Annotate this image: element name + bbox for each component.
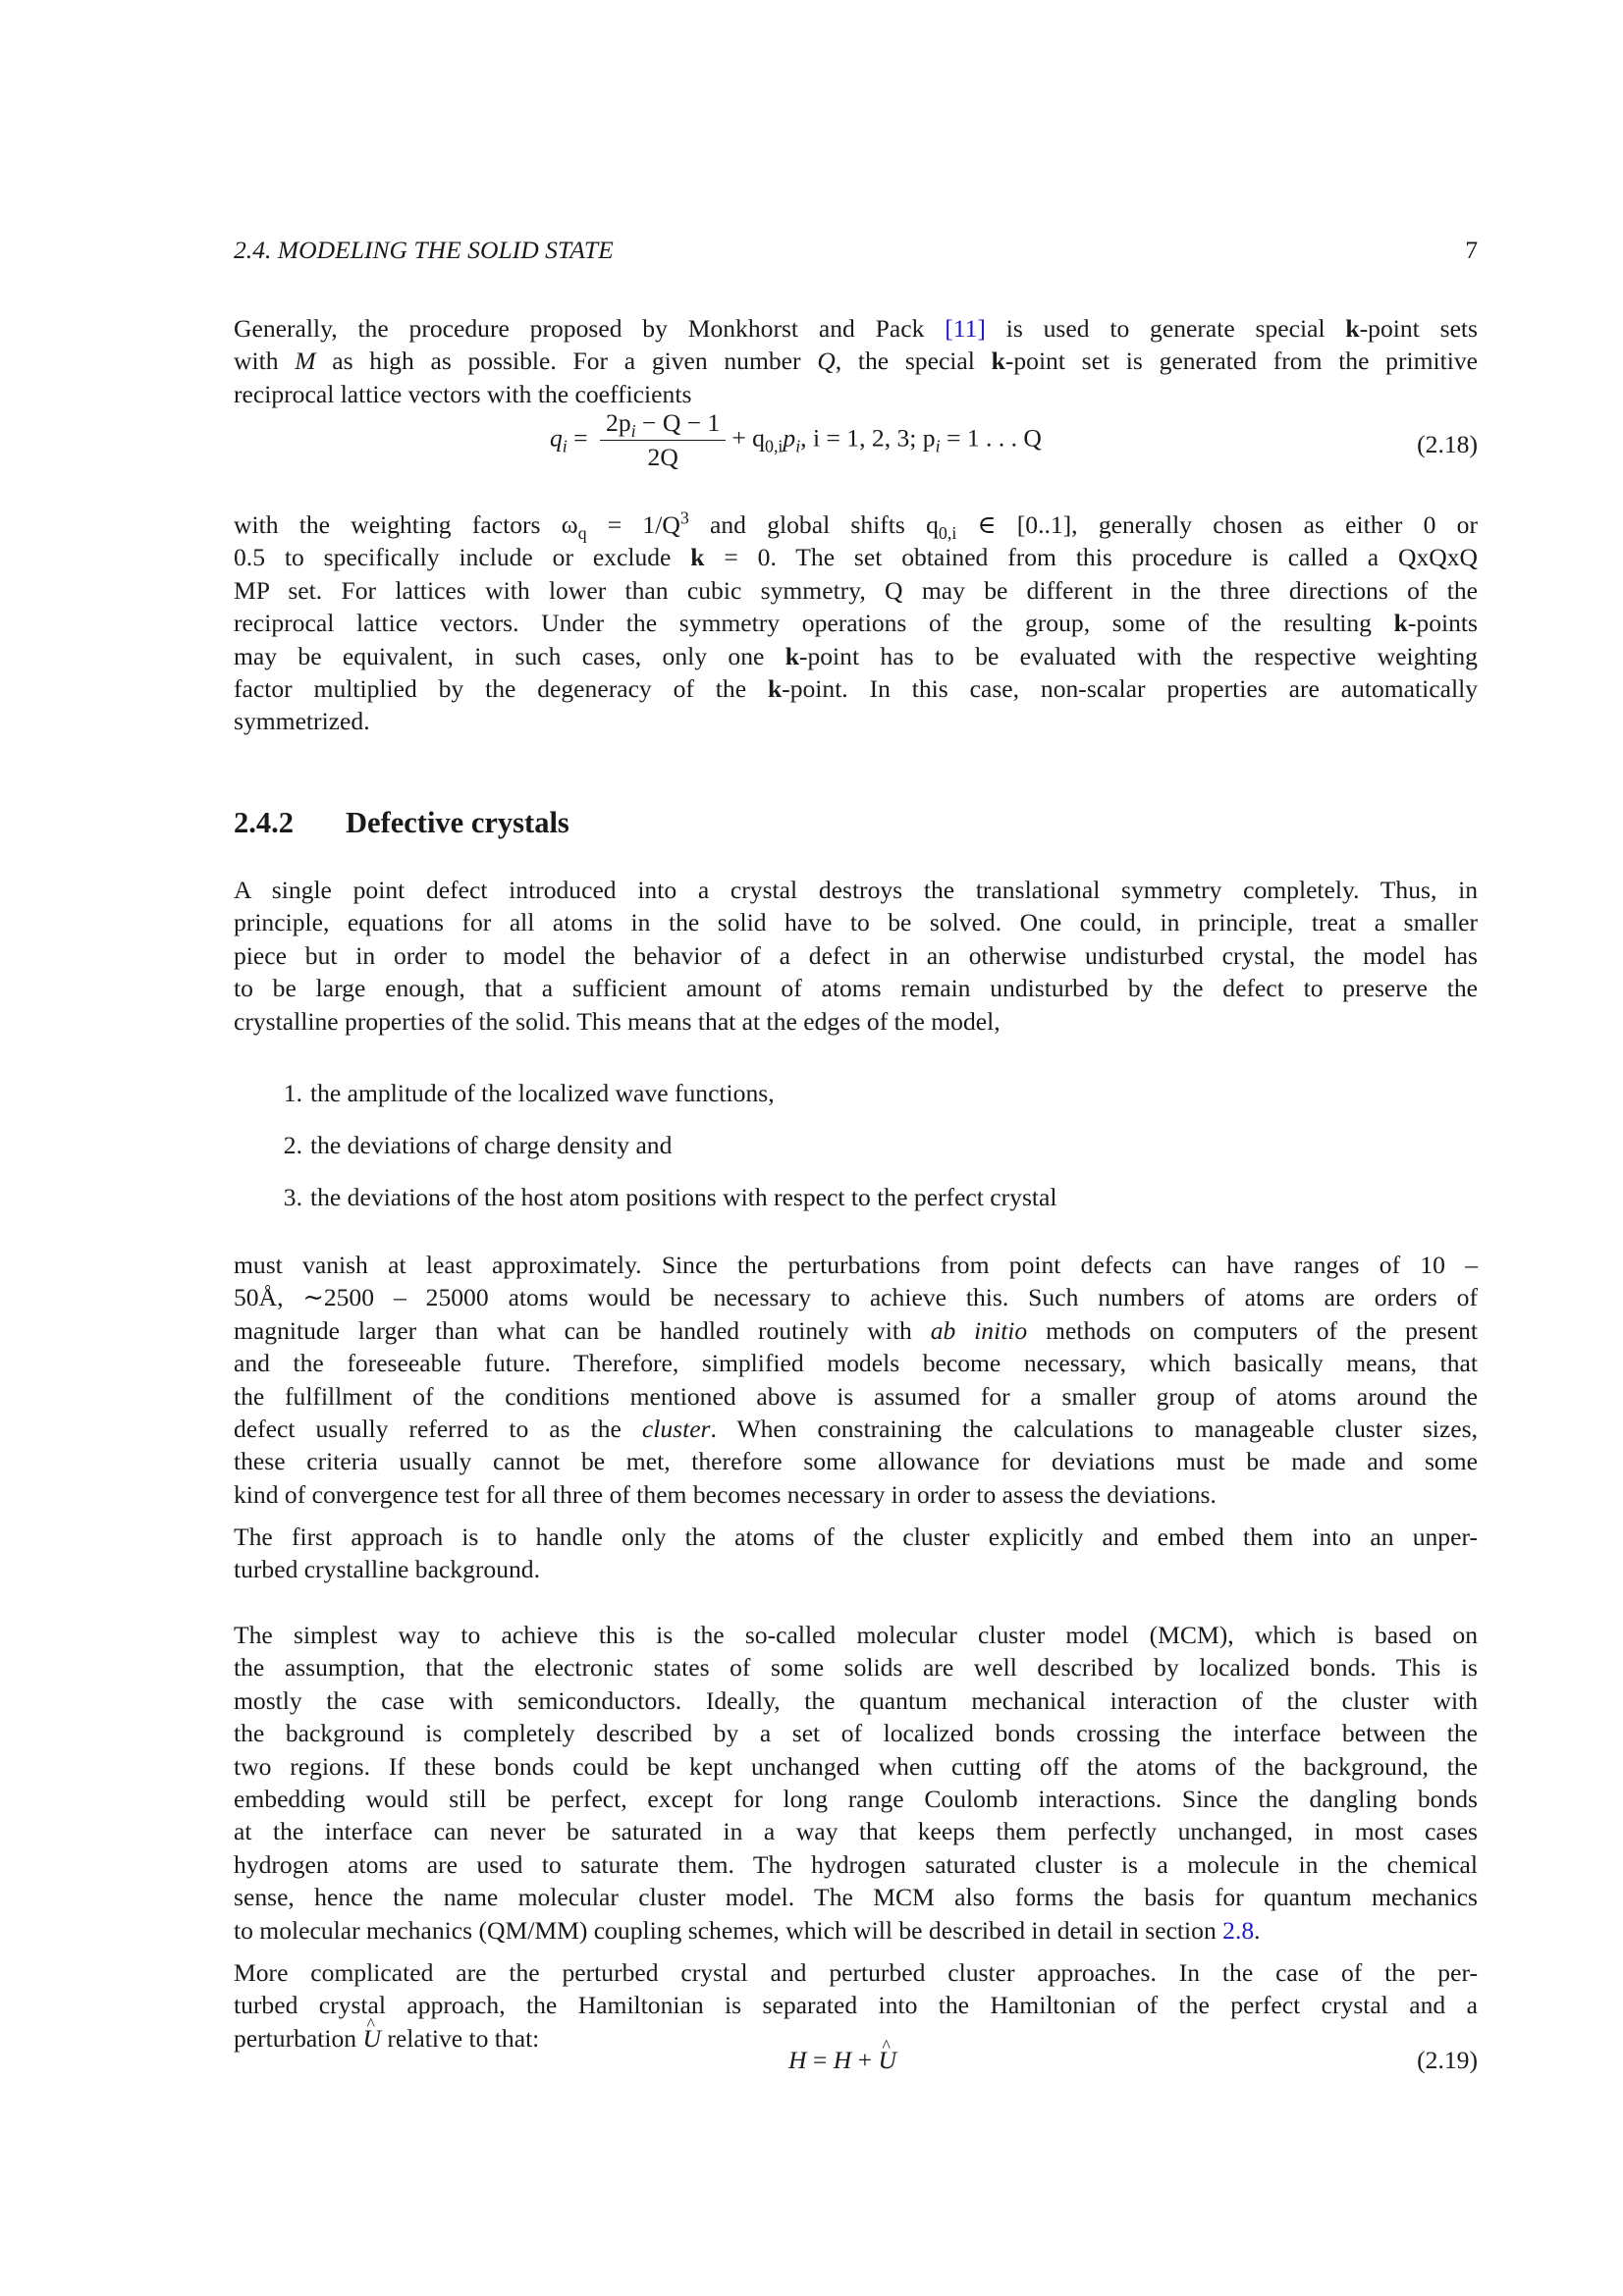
text-line: reciprocal lattice vectors. Under the symmetry operations of the group, some of the resulting k-points — [234, 609, 1478, 638]
text-line: The simplest way to achieve this is the so-called molecular cluster model (MCM), which is based on — [234, 1621, 1478, 1649]
text-line: 50Å, ∼2500 – 25000 atoms would be necessary to achieve this. Such numbers of atoms are orders of — [234, 1283, 1478, 1312]
text-line: principle, equations for all atoms in the solid have to be solved. One could, in principle, treat a smaller — [234, 908, 1478, 937]
section-title: Defective crystals — [346, 806, 569, 839]
citation-link-11[interactable]: [11] — [945, 314, 986, 343]
fraction: $\frac{2p_i - Q - 1}{2Q}$ — [600, 406, 726, 474]
text-line: at the interface can never be saturated in a way that keeps them perfectly unchanged, in most cases — [234, 1817, 1478, 1846]
paragraph-mcm — [234, 1619, 1478, 1947]
text-line: factor multiplied by the degeneracy of the k-point. In this case, non-scalar properties are automatically — [234, 674, 1478, 704]
text-line: perturbation ^ U relative to that: — [234, 2022, 1478, 2055]
paragraph-monkhorst-pack — [234, 312, 1478, 410]
list-item: 1. the amplitude of the localized wave functions, — [283, 1079, 775, 1107]
list-item: 2. the deviations of charge density and — [283, 1131, 673, 1159]
equation-body: $q_i$ = $\frac{2p_i - Q - 1}{2Q}$ + $q_{0,i}p_i$, i = 1, 2, 3; $p_i = 1$ . . . Q — [550, 406, 1042, 474]
equation-2-18 — [234, 406, 1478, 485]
page-number: 7 — [1465, 236, 1478, 264]
text-line: the assumption, that the electronic states of some solids are well described by localized bonds. This is — [234, 1653, 1478, 1682]
text-line: may be equivalent, in such cases, only one k-point has to be evaluated with the respective weighting — [234, 641, 1478, 670]
text-line: reciprocal lattice vectors with the coefficients — [234, 379, 692, 408]
text-line: Generally, the procedure proposed by Monkhorst and Pack [11] is used to generate special k-point sets — [234, 314, 1478, 343]
text-line: 0.5 to specifically include or exclude k = 0. The set obtained from this procedure is called a QxQxQ — [234, 543, 1478, 572]
equation-body: H = H + ^ U — [788, 2044, 896, 2076]
paragraph-perturbed — [234, 1956, 1478, 2055]
equation-2-19 — [234, 2044, 1478, 2083]
text-line: turbed crystal approach, the Hamiltonian is separated into the Hamiltonian of the perfect crystal and a — [234, 1991, 1478, 2020]
text-line: More complicated are the perturbed crystal and perturbed cluster approaches. In the case of the per- — [234, 1958, 1478, 1987]
text-line: piece but in order to model the behavior of a defect in an otherwise undisturbed crystal, the model has — [234, 940, 1478, 970]
text-line: symmetrized. — [234, 707, 370, 736]
text-line: turbed crystalline background. — [234, 1555, 540, 1584]
text-line: with M as high as possible. For a given number Q, the special k-point set is generated from the primitive — [234, 347, 1478, 376]
equation-number: (2.18) — [1417, 430, 1478, 458]
equation-number: (2.19) — [1417, 2046, 1478, 2074]
text-line: the fulfillment of the conditions mentioned above is assumed for a smaller group of atoms around the — [234, 1381, 1478, 1411]
text-line: MP set. For lattices with lower than cubic symmetry, Q may be different in the three directions of the — [234, 575, 1478, 605]
section-number: 2.4.2 — [234, 806, 294, 839]
text-line: hydrogen atoms are used to saturate them. The hydrogen saturated cluster is a molecule in the chemical — [234, 1849, 1478, 1879]
list-item: 3. the deviations of the host atom positions with respect to the perfect crystal — [283, 1183, 1057, 1211]
paragraph-first-approach — [234, 1521, 1478, 1586]
running-title: 2.4. MODELING THE SOLID STATE — [234, 236, 614, 264]
text-line: crystalline properties of the solid. This means that at the edges of the model, — [234, 1006, 1001, 1036]
section-heading — [234, 805, 569, 840]
text-line: these criteria usually cannot be met, therefore some allowance for deviations must be made and some — [234, 1447, 1478, 1476]
section-ref-link[interactable]: 2.8 — [1222, 1915, 1255, 1945]
text-line: to be large enough, that a sufficient amount of atoms remain undisturbed by the defect to preserve the — [234, 974, 1478, 1003]
text-line: mostly the case with semiconductors. Ideally, the quantum mechanical interaction of the cluster with — [234, 1685, 1478, 1715]
text-line: two regions. If these bonds could be kept unchanged when cutting off the atoms of the background, the — [234, 1751, 1478, 1781]
running-header — [234, 236, 1478, 265]
text-line: The first approach is to handle only the atoms of the cluster explicitly and embed them into an unper- — [234, 1522, 1478, 1551]
text-line: sense, hence the name molecular cluster model. The MCM also forms the basis for quantum mechanics — [234, 1883, 1478, 1912]
text-line: kind of convergence test for all three of them becomes necessary in order to assess the deviations. — [234, 1479, 1217, 1509]
text-line: the background is completely described by a set of localized bonds crossing the interface between the — [234, 1719, 1478, 1748]
text-line: with the weighting factors $\omega_q = 1/Q^3$ and global shifts $q_{0,i}$ ∈ [0..1], generally chosen as either 0 or — [234, 507, 1478, 544]
paragraph-point-defect — [234, 874, 1478, 1038]
text-line: A single point defect introduced into a crystal destroys the translational symmetry completely. Thus, in — [234, 876, 1478, 904]
text-line: must vanish at least approximately. Since the perturbations from point defects can have ranges of 10 – — [234, 1251, 1478, 1279]
text-line: magnitude larger than what can be handled routinely with ab initio methods on computers of the present — [234, 1315, 1478, 1345]
text-line: embedding would still be perfect, except for long range Coulomb interactions. Since the dangling bonds — [234, 1785, 1478, 1814]
text-line: to molecular mechanics (QM/MM) coupling schemes, which will be described in detail in section 2.8. — [234, 1915, 1261, 1945]
paragraph-vanish — [234, 1249, 1478, 1511]
text-line: and the foreseeable future. Therefore, simplified models become necessary, which basically means, that — [234, 1349, 1478, 1378]
text-line: defect usually referred to as the cluster. When constraining the calculations to manageable cluster sizes, — [234, 1415, 1479, 1444]
paragraph-weighting-factors — [234, 508, 1478, 738]
